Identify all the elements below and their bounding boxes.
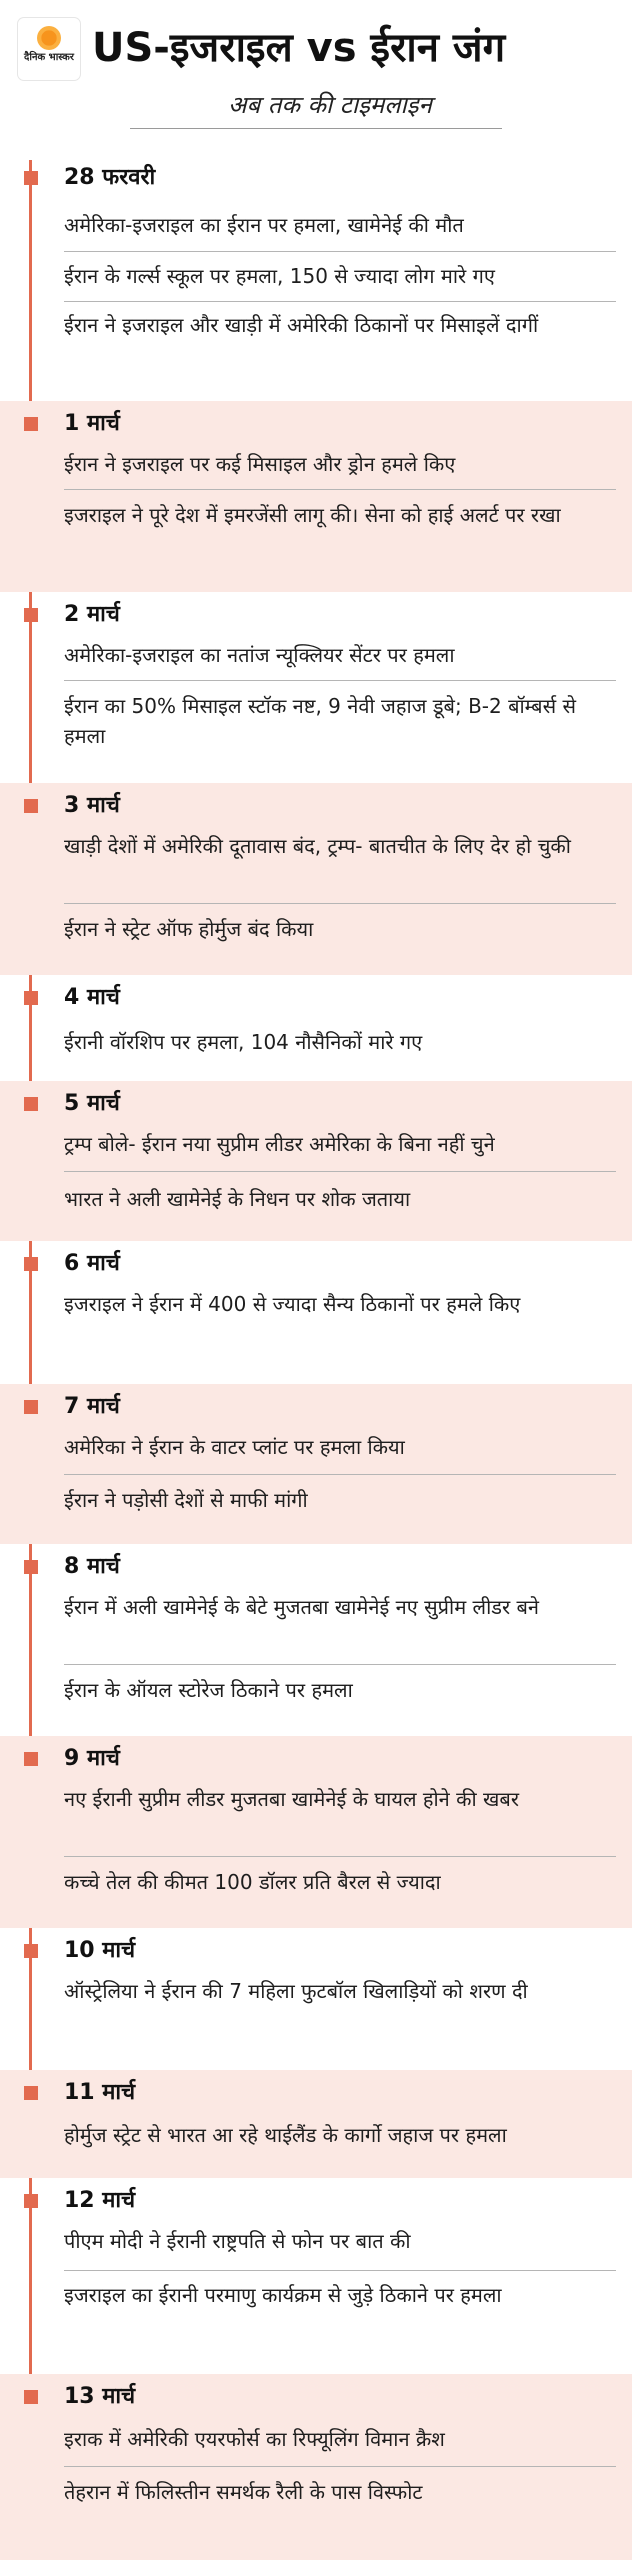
page-title: US-इजराइल vs ईरान जंग	[92, 25, 506, 71]
timeline-event: अमेरिका ने ईरान के वाटर प्लांट पर हमला किया	[64, 1435, 405, 1459]
timeline-date: 2 मार्च	[64, 602, 120, 627]
timeline-date: 1 मार्च	[64, 411, 120, 436]
logo-text: दैनिक भास्कर	[24, 52, 74, 63]
timeline-event: ईरान के ऑयल स्टोरेज ठिकाने पर हमला	[64, 1678, 353, 1702]
timeline-event: होर्मुज स्ट्रेट से भारत आ रहे थाईलैंड के कार्गो जहाज पर हमला	[64, 2123, 507, 2147]
timeline-date: 9 मार्च	[64, 1746, 120, 1771]
timeline-event: खाड़ी देशों में अमेरिकी दूतावास बंद, ट्रम्प- बातचीत के लिए देर हो चुकी	[64, 834, 571, 858]
timeline-event: ट्रम्प बोले- ईरान नया सुप्रीम लीडर अमेरिका के बिना नहीं चुने	[64, 1132, 495, 1156]
timeline-marker-icon	[24, 1944, 38, 1958]
timeline-event: पीएम मोदी ने ईरानी राष्ट्रपति से फोन पर बात की	[64, 2229, 411, 2253]
timeline-event: इजराइल ने ईरान में 400 से ज्यादा सैन्य ठिकानों पर हमले किए	[64, 1292, 521, 1316]
timeline-event: इराक में अमेरिकी एयरफोर्स का रिफ्यूलिंग विमान क्रैश	[64, 2427, 445, 2451]
timeline-event: अमेरिका-इजराइल का नतांज न्यूक्लियर सेंटर पर हमला	[64, 643, 455, 667]
timeline-marker-icon	[24, 1257, 38, 1271]
timeline-marker-icon	[24, 2194, 38, 2208]
timeline-marker-icon	[24, 799, 38, 813]
timeline-event: ईरान ने इजराइल पर कई मिसाइल और ड्रोन हमले किए	[64, 452, 456, 476]
timeline-date: 5 मार्च	[64, 1091, 120, 1116]
timeline-marker-icon	[24, 2086, 38, 2100]
timeline-marker-icon	[24, 1752, 38, 1766]
timeline-date: 3 मार्च	[64, 793, 120, 818]
timeline-event: इजराइल का ईरानी परमाणु कार्यक्रम से जुड़े ठिकाने पर हमला	[64, 2283, 502, 2307]
timeline-date: 8 मार्च	[64, 1554, 120, 1579]
timeline-event: नए ईरानी सुप्रीम लीडर मुजतबा खामेनेई के घायल होने की खबर	[64, 1787, 519, 1811]
event-divider	[64, 251, 616, 252]
timeline-event: ईरानी वॉरशिप पर हमला, 104 नौसैनिकों मारे गए	[64, 1030, 423, 1054]
timeline-date: 7 मार्च	[64, 1394, 120, 1419]
event-divider	[64, 1664, 616, 1665]
event-divider	[64, 2270, 616, 2271]
timeline-day	[0, 1241, 632, 1384]
timeline-marker-icon	[24, 991, 38, 1005]
timeline-marker-icon	[24, 171, 38, 185]
timeline-date: 28 फरवरी	[64, 165, 156, 190]
event-divider	[64, 301, 616, 302]
timeline-marker-icon	[24, 608, 38, 622]
timeline-day	[0, 2178, 632, 2374]
timeline-day	[0, 1544, 632, 1736]
timeline-event: ईरान ने पड़ोसी देशों से माफी मांगी	[64, 1488, 308, 1512]
event-divider	[64, 903, 616, 904]
timeline-day	[0, 1081, 632, 1241]
timeline-day	[0, 1736, 632, 1928]
timeline-date: 6 मार्च	[64, 1251, 120, 1276]
page-subtitle: अब तक की टाइमलाइन	[228, 91, 432, 119]
timeline-event: ईरान ने इजराइल और खाड़ी में अमेरिकी ठिकानों पर मिसाइलें दागीं	[64, 313, 539, 337]
timeline-marker-icon	[24, 1097, 38, 1111]
timeline-date: 11 मार्च	[64, 2080, 136, 2105]
event-divider	[64, 1171, 616, 1172]
timeline-date: 4 मार्च	[64, 985, 120, 1010]
timeline-day	[0, 401, 632, 592]
timeline-marker-icon	[24, 417, 38, 431]
timeline-event: ऑस्ट्रेलिया ने ईरान की 7 महिला फुटबॉल खिलाड़ियों को शरण दी	[64, 1979, 528, 2003]
event-divider	[64, 680, 616, 681]
timeline-event: अमेरिका-इजराइल का ईरान पर हमला, खामेनेई की मौत	[64, 213, 464, 237]
timeline-day	[0, 783, 632, 975]
timeline-event: इजराइल ने पूरे देश में इमरजेंसी लागू की। सेना को हाई अलर्ट पर रखा	[64, 503, 561, 527]
timeline-day	[0, 1928, 632, 2070]
event-divider	[64, 489, 616, 490]
timeline-date: 13 मार्च	[64, 2384, 136, 2409]
timeline-date: 10 मार्च	[64, 1938, 136, 1963]
timeline-marker-icon	[24, 1400, 38, 1414]
timeline-event: तेहरान में फिलिस्तीन समर्थक रैली के पास विस्फोट	[64, 2480, 423, 2504]
timeline-event: भारत ने अली खामेनेई के निधन पर शोक जताया	[64, 1187, 411, 1211]
timeline-event: कच्चे तेल की कीमत 100 डॉलर प्रति बैरल से ज्यादा	[64, 1870, 441, 1894]
timeline-event: ईरान ने स्ट्रेट ऑफ होर्मुज बंद किया	[64, 917, 314, 941]
timeline-date: 12 मार्च	[64, 2188, 136, 2213]
event-divider	[64, 2466, 616, 2467]
timeline-day	[0, 1384, 632, 1544]
timeline-day	[0, 975, 632, 1081]
timeline-marker-icon	[24, 1560, 38, 1574]
timeline-event: ईरान के गर्ल्स स्कूल पर हमला, 150 से ज्यादा लोग मारे गए	[64, 264, 495, 288]
timeline-day	[0, 2374, 632, 2560]
timeline-day	[0, 592, 632, 783]
timeline-day	[0, 2070, 632, 2178]
event-divider	[64, 1474, 616, 1475]
timeline-marker-icon	[24, 2390, 38, 2404]
timeline-event: ईरान में अली खामेनेई के बेटे मुजतबा खामेनेई नए सुप्रीम लीडर बने	[64, 1595, 540, 1619]
event-divider	[64, 1856, 616, 1857]
timeline-day	[0, 155, 632, 401]
timeline-event: ईरान का 50% मिसाइल स्टॉक नष्ट, 9 नेवी जहाज डूबे; B-2 बॉम्बर्स से हमला	[64, 694, 577, 748]
